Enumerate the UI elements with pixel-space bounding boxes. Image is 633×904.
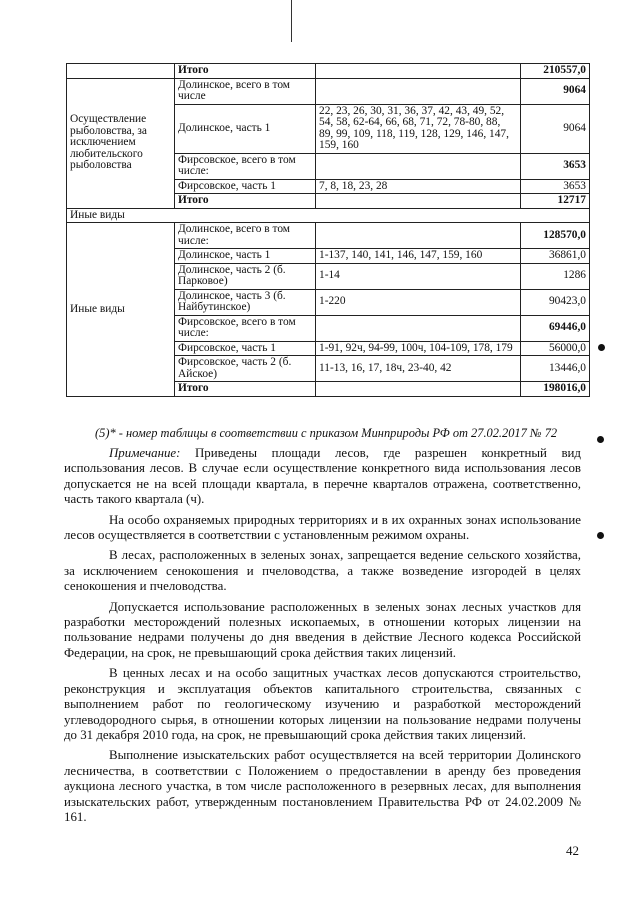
table-cell: 12717 — [521, 194, 590, 209]
table-cell: 1-14 — [316, 263, 521, 289]
table-cell — [316, 382, 521, 397]
table-cell: Фирсовское, всего в том числе: — [175, 315, 316, 341]
paragraph: В ценных лесах и на особо защитных участках лесов допускаются строительство, реконструкция и эксплуатация объектов капитального строительства, связанных с выполнением работ по геологическому изучению и разработкой месторождений углеводородного сырья, в отношении которых лицензии на пользование недрами получены до 31 декабря 2010 года, на срок, не превышающий срока действия таких лицензий. — [64, 666, 581, 742]
table-cell-activity: Иные виды — [67, 223, 175, 397]
table-cell: 90423,0 — [521, 289, 590, 315]
table-cell: 69446,0 — [521, 315, 590, 341]
table-section-row — [67, 208, 590, 223]
table-cell: Иные виды — [67, 208, 590, 223]
table-cell: 11-13, 16, 17, 18ч, 23-40, 42 — [316, 356, 521, 382]
scan-line — [291, 0, 292, 42]
table-cell: 56000,0 — [521, 341, 590, 356]
scan-dot — [597, 532, 604, 539]
table-cell: 1-91, 92ч, 94-99, 100ч, 104-109, 178, 179 — [316, 341, 521, 356]
page-number: 42 — [566, 843, 579, 858]
body-text — [64, 446, 581, 825]
table-cell: 128570,0 — [521, 223, 590, 249]
scan-dot — [598, 344, 605, 351]
paragraph: Выполнение изыскательских работ осуществляется на всей территории Долинского лесничества, в соответствии с Положением о предоставлении в аренду без проведения аукциона лесного участка, в том числе расположенного в резервных лесах, для выполнения изыскательских работ, утвержденным постановлением Правительства РФ от 24.02.2009 № 161. — [64, 748, 581, 824]
table-cell: 210557,0 — [521, 64, 590, 79]
table-cell: 3653 — [521, 179, 590, 194]
paragraph: На особо охраняемых природных территориях и в их охранных зонах использование лесов осуществляется в соответствии с установленным режимом охраны. — [64, 512, 581, 543]
table-cell: Фирсовское, часть 1 — [175, 341, 316, 356]
table-cell: 9064 — [521, 78, 590, 104]
table-footnote: (5)* - номер таблицы в соответствии с приказом Минприроды РФ от 27.02.2017 № 72 — [95, 426, 558, 440]
paragraph-text: Приведены площади лесов, где разрешен конкретный вид использования лесов. В случае если осуществление конкретного вида использования лесов допускается не на всей площади квартала, в перечне кварталов отражена, соответственно, часть такого квартала (ч). — [64, 446, 581, 507]
table-row — [67, 223, 590, 249]
table-cell: Долинское, часть 2 (б. Парковое) — [175, 263, 316, 289]
paragraph-note — [64, 446, 581, 508]
table-cell: Долинское, всего в том числе — [175, 78, 316, 104]
table-cell: Итого — [175, 382, 316, 397]
table-cell-activity: Осуществление рыболовства, за исключением любительского рыболовства — [67, 78, 175, 208]
table-cell — [316, 153, 521, 179]
table-cell: Фирсовское, всего в том числе: — [175, 153, 316, 179]
table-row — [67, 64, 590, 79]
table-cell: Итого — [175, 64, 316, 79]
table-cell: Долинское, часть 1 — [175, 249, 316, 264]
table-cell — [316, 64, 521, 79]
table-cell — [316, 223, 521, 249]
table-cell: Долинское, часть 1 — [175, 104, 316, 153]
table-cell: 1-137, 140, 141, 146, 147, 159, 160 — [316, 249, 521, 264]
table-cell: 198016,0 — [521, 382, 590, 397]
land-use-table — [66, 63, 590, 397]
table-cell: 22, 23, 26, 30, 31, 36, 37, 42, 43, 49, 52, 54, 58, 62-64, 66, 68, 71, 72, 78-80, 88, 89, 99, 109, 118, 119, 128, 129, 146, 147, 159, 160 — [316, 104, 521, 153]
table-cell: 1286 — [521, 263, 590, 289]
table-cell — [316, 315, 521, 341]
table-cell: 36861,0 — [521, 249, 590, 264]
table-cell: Долинское, часть 3 (б. Найбутинское) — [175, 289, 316, 315]
table-cell: 3653 — [521, 153, 590, 179]
paragraph: Допускается использование расположенных в зеленых зонах лесных участков для разработки месторождений полезных ископаемых, в отношении которых лицензии на пользование недрами получены до дня введения в действие Лесного кодекса Российской Федерации, на срок, не превышающий срока действия таких лицензий. — [64, 599, 581, 660]
note-label: Примечание: — [109, 446, 181, 460]
paragraph: В лесах, расположенных в зеленых зонах, запрещается ведение сельского хозяйства, за исключением сенокошения и пчеловодства, а также возведение изгородей в целях сенокошения и пчеловодства. — [64, 548, 581, 594]
table-cell: 1-220 — [316, 289, 521, 315]
table-cell: Долинское, всего в том числе: — [175, 223, 316, 249]
table-row — [67, 78, 590, 104]
table-cell: Фирсовское, часть 1 — [175, 179, 316, 194]
scan-dot — [597, 436, 604, 443]
table-cell — [316, 194, 521, 209]
table-cell: 9064 — [521, 104, 590, 153]
table-cell: 7, 8, 18, 23, 28 — [316, 179, 521, 194]
table-cell: 13446,0 — [521, 356, 590, 382]
table-cell: Фирсовское, часть 2 (б. Айское) — [175, 356, 316, 382]
table-cell — [316, 78, 521, 104]
table-cell: Итого — [175, 194, 316, 209]
table-cell — [67, 64, 175, 79]
